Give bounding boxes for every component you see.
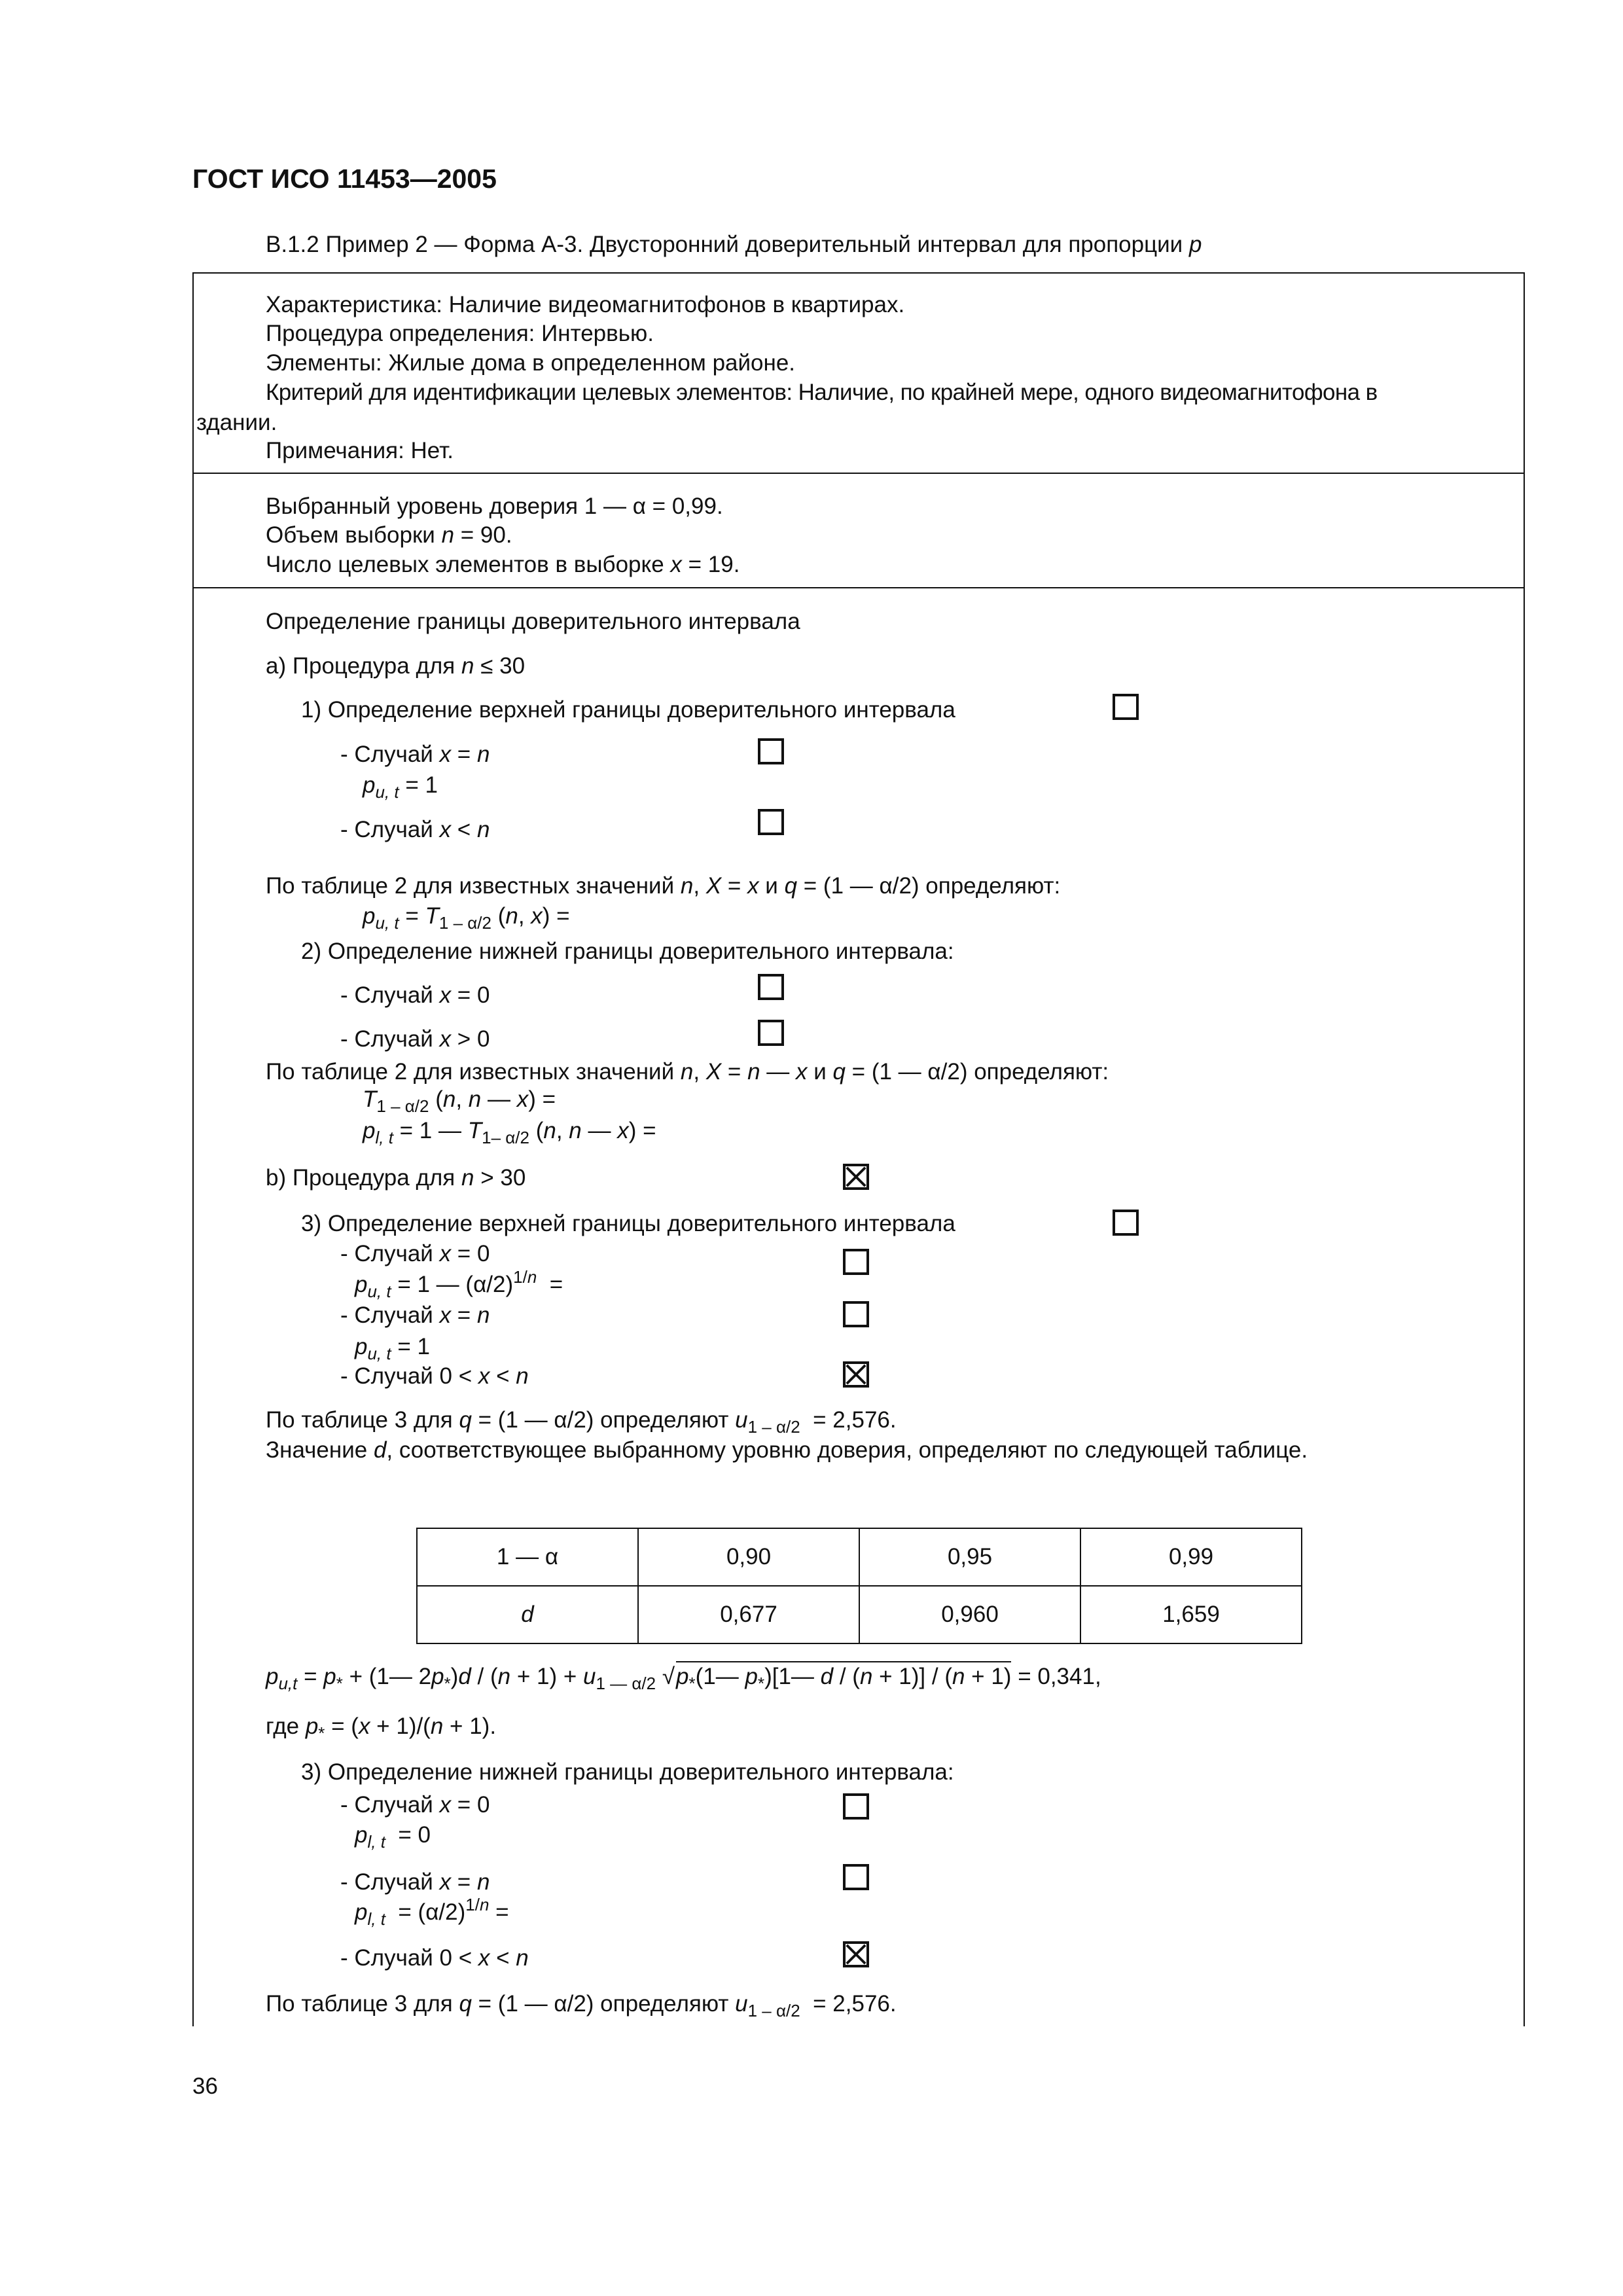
b3l-table3-text: По таблице 3 для q = (1 — α/2) определяют $u_{1 - \alpha/2} = 2,576$. — [266, 1991, 897, 2020]
table-row — [417, 1586, 1302, 1643]
a1-case2-checkbox[interactable] — [758, 809, 784, 835]
table-cell: 1 — α — [417, 1528, 638, 1586]
a2-case1: - Случай x = 0 — [340, 982, 490, 1008]
b3l-title: 3) Определение нижней границы доверительного интервала: — [301, 1759, 954, 1785]
b3l-case2: - Случай x = n — [340, 1869, 490, 1895]
b3-case3: - Случай 0 < x < n — [340, 1363, 529, 1389]
target-count: Число целевых элементов в выборке x = 19. — [266, 552, 740, 577]
block3-title: Определение границы доверительного интервала — [266, 609, 800, 634]
a1-case2: - Случай x < n — [340, 817, 490, 842]
b3l-case2-checkbox[interactable] — [843, 1864, 869, 1890]
table-cell: 0,90 — [638, 1528, 859, 1586]
b3-case3-checkbox[interactable] — [843, 1361, 869, 1388]
page-number: 36 — [192, 2073, 218, 2099]
table-cell: d — [417, 1586, 638, 1643]
b3l-case3: - Случай 0 < x < n — [340, 1945, 529, 1971]
frame-divider-2 — [192, 587, 1525, 588]
a1-case1-formula: $p_{u, t} = 1$ — [363, 772, 438, 802]
a1-table-text: По таблице 2 для известных значений n, X = x и q = (1 — α/2) определяют: — [266, 873, 1061, 899]
confidence-level: Выбранный уровень доверия 1 — α = 0,99. — [266, 493, 723, 519]
b3-case1-formula: $p_{u, t} = 1$ — $(\alpha/2)^{1/n}$ = — [355, 1267, 563, 1301]
procedure-b: b) Процедура для n > 30 — [266, 1165, 526, 1191]
a2-table-text: По таблице 2 для известных значений n, X = n — x и q = (1 — α/2) определяют: — [266, 1059, 1109, 1085]
table-cell: 0,95 — [859, 1528, 1080, 1586]
b3l-case1: - Случай x = 0 — [340, 1792, 490, 1818]
table-cell: 0,960 — [859, 1586, 1080, 1643]
characteristic-line: Характеристика: Наличие видеомагнитофонов в квартирах. — [266, 292, 905, 317]
a1-title: 1) Определение верхней границы доверительного интервала — [301, 697, 955, 723]
b3-case2-checkbox[interactable] — [843, 1301, 869, 1327]
a2-case2: - Случай x > 0 — [340, 1026, 490, 1052]
procedure-a: а) Процедура для n ≤ 30 — [266, 653, 526, 679]
b3-case2: - Случай x = n — [340, 1302, 490, 1328]
b3l-case3-checkbox[interactable] — [843, 1941, 869, 1967]
sample-size: Объем выборки n = 90. — [266, 522, 512, 548]
notes-line: Примечания: Нет. — [266, 438, 454, 463]
a2-case2-checkbox[interactable] — [758, 1020, 784, 1046]
a2-formula-2: $p_{l, t} = 1$ — $T_{1- \alpha/2}$ (n, n — x) = — [363, 1118, 656, 1147]
b3-case1-checkbox[interactable] — [843, 1249, 869, 1275]
criterion-line-1: Критерий для идентификации целевых элементов: Наличие, по крайней мере, одного видеомагнитофона в — [266, 380, 1378, 405]
a1-checkbox[interactable] — [1113, 694, 1139, 720]
a1-case1: - Случай x = n — [340, 742, 490, 767]
table-cell: 0,677 — [638, 1586, 859, 1643]
a1-case1-checkbox[interactable] — [758, 738, 784, 764]
where-text: где $p_* = (x + 1)/(n + 1)$. — [266, 1713, 497, 1743]
a2-formula-1: $T_{1 - \alpha/2}$ (n, n — x) = — [363, 1086, 556, 1116]
a1-formula: $p_{u, t} = T_{1 - \alpha/2}$ (n, x) = — [363, 903, 570, 933]
table-cell: 1,659 — [1080, 1586, 1302, 1643]
table-cell: 0,99 — [1080, 1528, 1302, 1586]
a2-case1-checkbox[interactable] — [758, 974, 784, 1000]
b3l-case1-checkbox[interactable] — [843, 1793, 869, 1820]
criterion-line-2: здании. — [196, 410, 277, 435]
b3-title: 3) Определение верхней границы доверительного интервала — [301, 1211, 955, 1236]
b3-case1: - Случай x = 0 — [340, 1241, 490, 1266]
frame-divider-1 — [192, 473, 1525, 474]
upper-bound-formula: $p_{u,t} = p_*$ + (1— $2p_*)d / (n + 1) + u_{1 — \alpha/2}$ $√p_*(1—$ $p_*)[1—$ d / (n + 1)] / (n + 1) = 0,341, — [266, 1661, 1101, 1688]
elements-line: Элементы: Жилые дома в определенном районе. — [266, 350, 796, 376]
d-selection-text: Значение d, соответствующее выбранному уровню доверия, определяют по следующей таблице. — [266, 1437, 1308, 1463]
b3-checkbox[interactable] — [1113, 1210, 1139, 1236]
b3l-case2-formula: $p_{l, t} = (\alpha/2)^{1/n}$ = — [355, 1895, 509, 1929]
table-row — [417, 1528, 1302, 1586]
b3-table3-text: По таблице 3 для q = (1 — α/2) определяют $u_{1 - \alpha/2} = 2,576$. — [266, 1407, 897, 1437]
document-number: ГОСТ ИСО 11453—2005 — [192, 164, 497, 194]
d-value-table — [416, 1528, 1302, 1644]
b3-case2-formula: $p_{u, t} = 1$ — [355, 1334, 430, 1363]
procedure-line: Процедура определения: Интервью. — [266, 321, 654, 346]
procedure-b-checkbox[interactable] — [843, 1164, 869, 1190]
b3l-case1-formula: $p_{l, t} = 0$ — [355, 1822, 431, 1852]
a2-title: 2) Определение нижней границы доверительного интервала: — [301, 939, 954, 964]
section-title: В.1.2 Пример 2 — Форма А-3. Двусторонний доверительный интервал для пропорции p — [266, 232, 1202, 257]
